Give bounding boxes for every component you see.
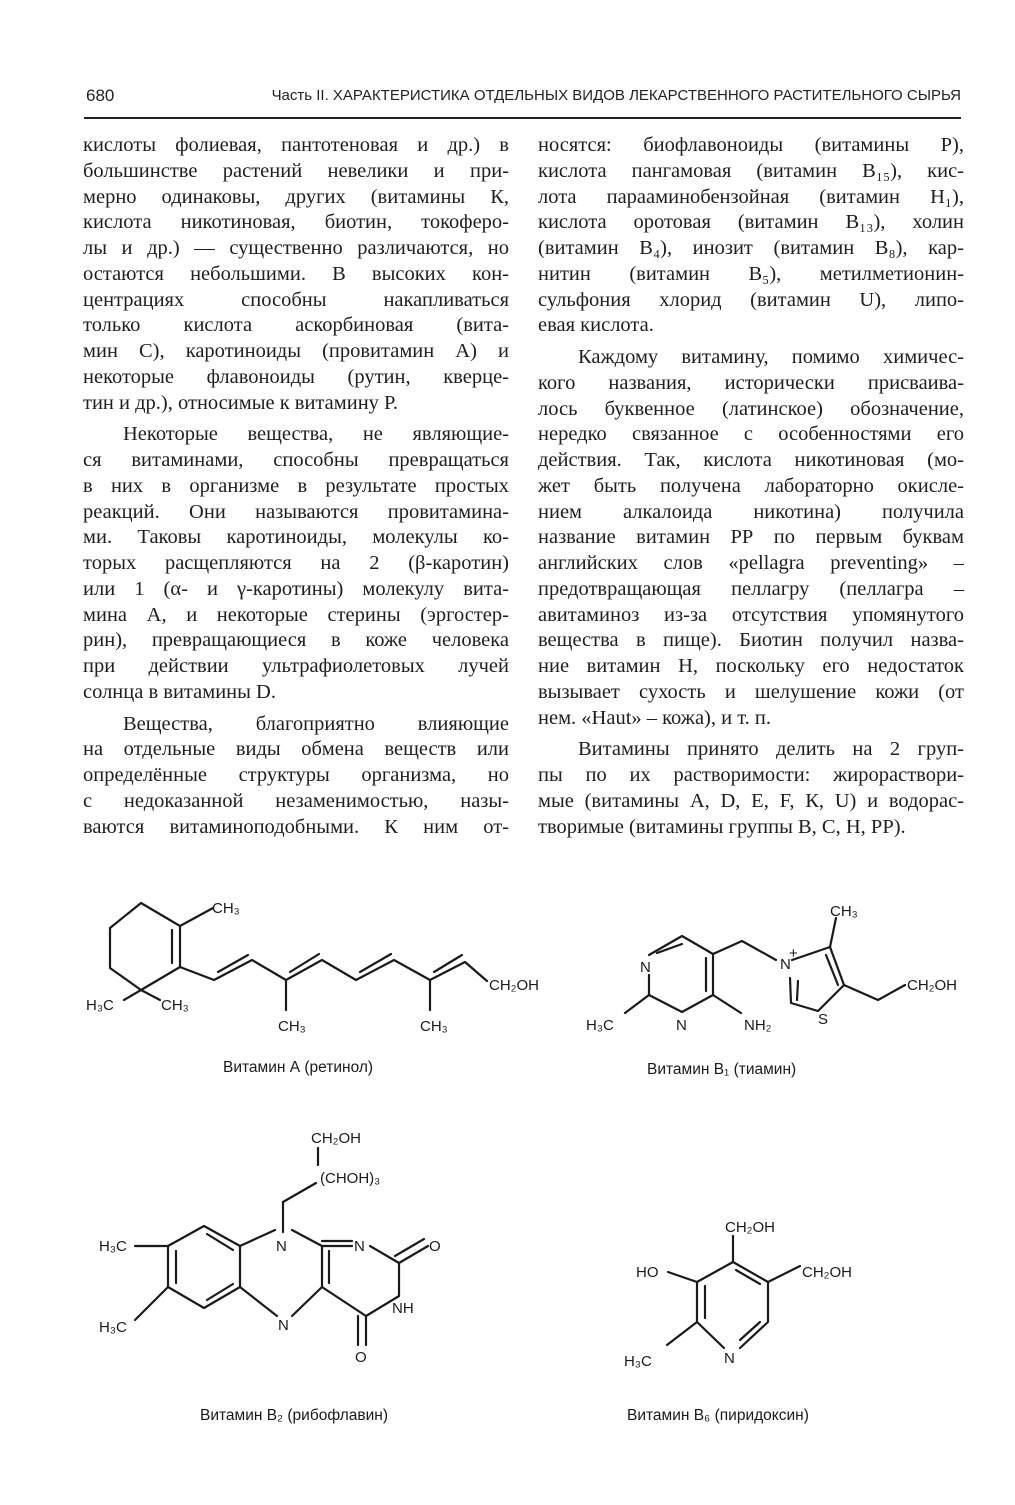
text-line: пы по их растворимости: жирораствори- (538, 764, 964, 786)
text-line: английских слов «pellagra preventing» – (538, 552, 964, 574)
atom-label: S (818, 1011, 829, 1028)
text-line: лота парааминобензойная (витамин H₁), (538, 185, 964, 208)
figure-caption: Витамин B₁ (тиамин) (647, 1061, 797, 1078)
charge-sign: + (789, 945, 798, 962)
atom-label: CH₂OH (802, 1264, 852, 1281)
text-line: ние витамин Н, поскольку его недостаток (538, 655, 964, 677)
text-line: мина А, и некоторые стерины (эргостер- (83, 603, 509, 626)
riboflavin-structure (99, 1130, 441, 1424)
text-line: нием алкалоида никотина) получила (538, 500, 964, 523)
atom-label: H₃C (99, 1319, 127, 1336)
running-title: Часть II. ХАРАКТЕРИСТИКА ОТДЕЛЬНЫХ ВИДОВ ЛЕКАРСТВЕННОГО РАСТИТЕЛЬНОГО СЫРЬЯ (271, 87, 961, 104)
bond (625, 995, 649, 1013)
bond (240, 1230, 275, 1246)
atom-label: O (355, 1349, 367, 1366)
page-number: 680 (86, 86, 115, 105)
bond (180, 908, 213, 926)
bond (399, 1246, 428, 1263)
text-line: или 1 (α- и γ-каротины) молекулу вита- (83, 577, 509, 600)
bond (135, 1287, 168, 1320)
text-line: авитаминоз из-за отсутствия упомянутого (538, 603, 964, 626)
atom-label: CH₂OH (489, 977, 539, 994)
figure-caption: Витамин B₆ (пиридоксин) (627, 1407, 809, 1424)
atom-label: O (429, 1238, 441, 1255)
text-line: предотвращающая пеллагру (пеллагра – (538, 577, 964, 600)
text-line: солнца в витамины D. (83, 680, 276, 703)
bond (768, 1266, 800, 1282)
atom-label: CH₃ (830, 903, 858, 920)
text-line: лы и др.) — существенно различаются, но (83, 237, 509, 259)
atom-label: N (354, 1238, 365, 1255)
text-line: вещества в пище). Биотин получил назва- (538, 629, 964, 652)
text-line: центрациях способны накапливаться (83, 288, 509, 311)
text-line: творимые (витамины группы В, С, Н, РР). (538, 815, 906, 838)
retinol-structure (86, 900, 539, 1076)
bond (283, 1183, 316, 1202)
double-bond (826, 955, 838, 985)
atom-label: N (724, 1350, 735, 1367)
text-line: мин С), каротиноиды (провитамин А) и (83, 340, 509, 362)
text-line: действия. Так, кислота никотиновая (мо- (538, 449, 964, 471)
bond (110, 903, 180, 990)
text-line: только кислота аскорбиновая (вита- (83, 314, 509, 337)
text-line: мые (витамины А, D, Е, F, К, U) и водорас- (538, 789, 964, 812)
bond (830, 918, 836, 947)
text-line: при действии ультрафиолетовых лучей (83, 655, 509, 677)
atom-label: N (676, 1017, 687, 1034)
double-bond (797, 981, 798, 1000)
bond (713, 995, 741, 1013)
atom-label: (CHOH)₃ (320, 1170, 381, 1187)
double-bond (434, 955, 462, 972)
atom-label: CH₃ (278, 1018, 306, 1035)
text-line: вызывает сухость и шелушение кожи (от (538, 680, 964, 703)
text-line: носятся: биофлавоноиды (витамины Р), (538, 134, 964, 156)
bond (844, 985, 905, 1000)
double-bond (207, 1234, 233, 1250)
atom-label: H₃C (586, 1017, 614, 1034)
text-line: нем. «Haut» – кожа), и т. п. (538, 706, 771, 729)
text-line: лось буквенное (латинское) обозначение, (538, 397, 964, 420)
double-bond (395, 1239, 424, 1256)
text-line: мерно одинаковы, других (витамины К, (83, 185, 509, 208)
bond (733, 1262, 768, 1348)
pyridoxine-structure (624, 1219, 852, 1424)
text-line: название витамин РР по первым буквам (538, 526, 964, 549)
bond (180, 960, 487, 981)
text-line: рин), превращающиеся в коже человека (83, 629, 509, 652)
bond (240, 1287, 277, 1316)
text-line: сульфония хлорид (витамин U), липо- (538, 288, 964, 311)
bond (667, 1322, 697, 1345)
text-line: жет быть получена лабораторно окисле- (538, 474, 964, 497)
atom-label: H₃C (624, 1353, 652, 1370)
text-line: с недоказанной незаменимостью, назы- (83, 789, 509, 812)
atom-label: N (278, 1317, 289, 1334)
text-line: остаются небольшими. В высоких кон- (83, 262, 509, 285)
bond (322, 1246, 399, 1316)
figure-caption: Витамин B₂ (рибофлавин) (200, 1407, 389, 1424)
text-line: Некоторые вещества, не являющие- (123, 423, 509, 446)
atom-label: H₃C (99, 1238, 127, 1255)
text-line: определённые структуры организма, но (83, 764, 509, 786)
text-line: некоторые флавоноиды (рутин, кверце- (83, 365, 509, 388)
bond (649, 936, 713, 1012)
atom-label: NH (392, 1300, 414, 1317)
atom-label: N (640, 959, 651, 976)
figure-caption: Витамин А (ретинол) (223, 1059, 374, 1076)
atom-label: CH₂OH (725, 1219, 775, 1236)
text-line: нитин (витамин B₅), метилметионин- (538, 262, 964, 285)
bond (697, 1262, 733, 1348)
text-line: большинстве растений невелики и при- (83, 159, 509, 182)
text-line: Каждому витамину, помимо химичес- (578, 346, 964, 368)
bond (124, 990, 141, 1000)
text-line: кислота оротовая (витамин B₁₃), холин (538, 211, 964, 234)
atom-label: H₃C (86, 997, 114, 1014)
text-line: ваются витаминоподобными. К ним от- (83, 815, 509, 838)
atom-label: NH₂ (744, 1017, 772, 1034)
bond (292, 1230, 322, 1316)
atom-label: HO (636, 1264, 659, 1281)
bond (713, 941, 776, 960)
text-line: Витамины принято делить на 2 груп- (578, 738, 964, 761)
text-line: кого названия, исторически присваива- (538, 371, 964, 394)
bond (168, 1226, 240, 1308)
text-line: торых расщепляются на 2 (β-каротин) (83, 552, 509, 574)
text-line: кислота никотиновая, биотин, токоферо- (83, 211, 509, 234)
text-line: реакций. Они называются провитамина- (83, 500, 509, 523)
double-bond (736, 1270, 760, 1284)
text-line: (витамин B₄), инозит (витамин B₈), кар- (538, 237, 964, 259)
bond (141, 990, 160, 1000)
text-line: в них в организме в результате простых (83, 474, 509, 497)
text-line: Вещества, благоприятно влияющие (123, 712, 509, 735)
thiamine-structure (586, 903, 957, 1078)
text-line: ся витаминами, способны превращаться (83, 449, 509, 471)
text-line: на отдельные виды обмена веществ или (83, 738, 509, 761)
atom-label: CH₃ (420, 1018, 448, 1035)
text-line: нередко связанное с особенностями его (538, 423, 964, 446)
text-line: кислоты фолиевая, пантотеновая и др.) в (83, 134, 509, 156)
text-line: ми. Таковы каротиноиды, молекулы ко- (83, 526, 509, 549)
atom-label: CH₃ (161, 997, 189, 1014)
text-line: тин и др.), относимые к витамину Р. (83, 391, 399, 414)
atom-label: CH₂OH (311, 1130, 361, 1147)
bond (668, 1272, 697, 1282)
atom-label: CH₂OH (907, 977, 957, 994)
atom-label: N (276, 1238, 287, 1255)
text-line: кислота пангамовая (витамин B₁₅), кис- (538, 159, 964, 182)
atom-label: CH₃ (212, 900, 240, 917)
atom-label: N (780, 956, 791, 973)
text-line: евая кислота. (538, 314, 654, 337)
